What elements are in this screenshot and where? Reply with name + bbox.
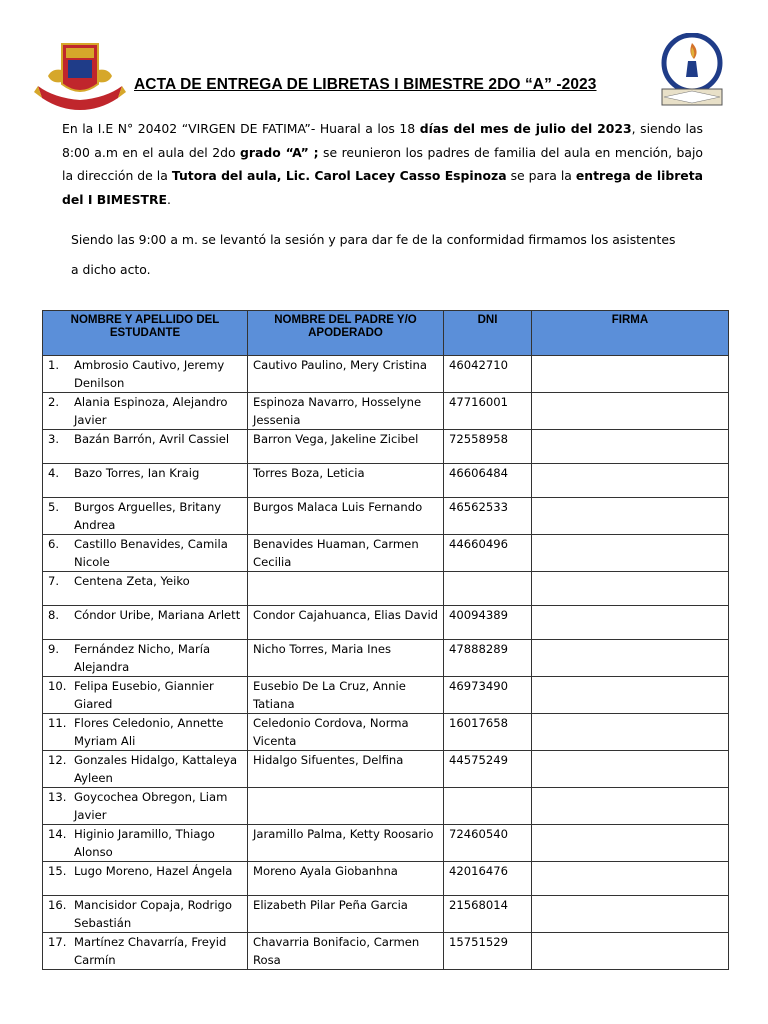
- parent-name: Espinoza Navarro, Hosselyne Jessenia: [248, 393, 444, 430]
- row-number: 6.: [48, 537, 60, 551]
- student-cell: [43, 464, 248, 498]
- dni-cell: [444, 788, 532, 825]
- parent-name: Eusebio De La Cruz, Annie Tatiana: [248, 677, 444, 714]
- student-name: Ambrosio Cautivo, Jeremy Denilson: [74, 358, 225, 390]
- student-cell: [43, 825, 248, 862]
- row-number: 7.: [48, 574, 60, 588]
- table-row: [43, 464, 729, 498]
- student-name: Cóndor Uribe, Mariana Arlett: [74, 608, 241, 622]
- parent-name: Burgos Malaca Luis Fernando: [248, 498, 444, 535]
- dni-cell: 15751529: [444, 933, 532, 970]
- table-row: [43, 572, 729, 606]
- parent-name: [248, 788, 444, 825]
- student-cell: [43, 751, 248, 788]
- table-row: [43, 714, 729, 751]
- signature-cell[interactable]: [532, 714, 729, 751]
- signature-cell[interactable]: [532, 788, 729, 825]
- parent-name: Condor Cajahuanca, Elias David: [248, 606, 444, 640]
- row-number: 10.: [48, 679, 67, 693]
- signature-cell[interactable]: [532, 751, 729, 788]
- signature-cell[interactable]: [532, 498, 729, 535]
- student-cell: [43, 933, 248, 970]
- student-cell: [43, 677, 248, 714]
- row-number: 11.: [48, 716, 67, 730]
- row-number: 16.: [48, 898, 67, 912]
- signature-cell[interactable]: [532, 640, 729, 677]
- student-name: Martínez Chavarría, Freyid Carmín: [74, 935, 227, 967]
- signature-cell[interactable]: [532, 896, 729, 933]
- school-crest-logo: [34, 40, 126, 110]
- torch-icon: [686, 61, 698, 77]
- student-name: Goycochea Obregon, Liam Javier: [74, 790, 228, 822]
- student-name: Burgos Arguelles, Britany Andrea: [74, 500, 222, 532]
- header-signature: FIRMA: [532, 311, 729, 356]
- student-cell: [43, 606, 248, 640]
- dni-cell: 46562533: [444, 498, 532, 535]
- student-cell: [43, 862, 248, 896]
- table-row: [43, 788, 729, 825]
- student-name: Bazo Torres, Ian Kraig: [74, 466, 200, 480]
- parent-name: Elizabeth Pilar Peña Garcia: [248, 896, 444, 933]
- table-row: [43, 606, 729, 640]
- signature-cell[interactable]: [532, 464, 729, 498]
- student-name: Felipa Eusebio, Giannier Giared: [74, 679, 214, 711]
- closing-paragraph: [71, 225, 711, 284]
- signature-cell[interactable]: [532, 825, 729, 862]
- parent-name: Hidalgo Sifuentes, Delfina: [248, 751, 444, 788]
- table-row: [43, 825, 729, 862]
- table-row: [43, 896, 729, 933]
- dni-cell: 47716001: [444, 393, 532, 430]
- dni-cell: 16017658: [444, 714, 532, 751]
- table-row: [43, 751, 729, 788]
- signature-cell[interactable]: [532, 430, 729, 464]
- student-name: Alania Espinoza, Alejandro Javier: [74, 395, 228, 427]
- student-name: Higinio Jaramillo, Thiago Alonso: [74, 827, 215, 859]
- student-name: Gonzales Hidalgo, Kattaleya Ayleen: [74, 753, 238, 785]
- student-name: Lugo Moreno, Hazel Ángela: [74, 864, 233, 878]
- row-number: 15.: [48, 864, 67, 878]
- parent-name: Cautivo Paulino, Mery Cristina: [248, 356, 444, 393]
- student-cell: [43, 714, 248, 751]
- student-name: Castillo Benavides, Camila Nicole: [74, 537, 228, 569]
- row-number: 5.: [48, 500, 60, 514]
- signature-cell[interactable]: [532, 933, 729, 970]
- parent-name: [248, 572, 444, 606]
- student-cell: [43, 430, 248, 464]
- document-title: ACTA DE ENTREGA DE LIBRETAS I BIMESTRE 2DO “A” -2023: [134, 76, 597, 93]
- dni-cell: 47888289: [444, 640, 532, 677]
- student-cell: [43, 640, 248, 677]
- student-name: Bazán Barrón, Avril Cassiel: [74, 432, 230, 446]
- intro-paragraph: En la I.E N° 20402 “VIRGEN DE FATIMA”- Huaral a los 18 días del mes de julio del 2023, siendo las 8:00 a.m en el aula del 2do grado “A” ; se reunieron los padres de familia del aula en mención, bajo la dirección de la Tutora del aula, Lic. Carol Lacey Casso Espinoza se para la entrega de libreta del I BIMESTRE.: [62, 121, 704, 207]
- table-row: [43, 393, 729, 430]
- student-cell: [43, 535, 248, 572]
- dni-cell: 44575249: [444, 751, 532, 788]
- parent-name: Benavides Huaman, Carmen Cecilia: [248, 535, 444, 572]
- signature-cell[interactable]: [532, 862, 729, 896]
- student-cell: [43, 572, 248, 606]
- row-number: 14.: [48, 827, 67, 841]
- row-number: 9.: [48, 642, 60, 656]
- parent-name: Torres Boza, Leticia: [248, 464, 444, 498]
- signature-cell[interactable]: [532, 572, 729, 606]
- signature-cell[interactable]: [532, 356, 729, 393]
- dni-cell: 44660496: [444, 535, 532, 572]
- student-cell: [43, 393, 248, 430]
- student-cell: [43, 896, 248, 933]
- table-row: [43, 677, 729, 714]
- dni-cell: 21568014: [444, 896, 532, 933]
- table-row: [43, 862, 729, 896]
- student-name: Centena Zeta, Yeiko: [74, 574, 190, 588]
- table-row: [43, 535, 729, 572]
- dni-cell: [444, 572, 532, 606]
- dni-cell: 72460540: [444, 825, 532, 862]
- table-row: [43, 640, 729, 677]
- table-header-row: [43, 311, 729, 356]
- ugel-logo: [656, 33, 728, 113]
- parent-name: Moreno Ayala Giobanhna: [248, 862, 444, 896]
- signature-cell[interactable]: [532, 393, 729, 430]
- signature-cell[interactable]: [532, 677, 729, 714]
- student-cell: [43, 788, 248, 825]
- parent-name: Celedonio Cordova, Norma Vicenta: [248, 714, 444, 751]
- table-row: [43, 356, 729, 393]
- closing-line-1: Siendo las 9:00 a m. se levantó la sesión y para dar fe de la conformidad firmamos los asistentes: [71, 232, 676, 247]
- row-number: 8.: [48, 608, 60, 622]
- student-name: Fernández Nicho, María Alejandra: [74, 642, 211, 674]
- table-row: [43, 498, 729, 535]
- dni-cell: 46606484: [444, 464, 532, 498]
- parent-name: Barron Vega, Jakeline Zicibel: [248, 430, 444, 464]
- row-number: 17.: [48, 935, 67, 949]
- row-number: 13.: [48, 790, 67, 804]
- student-cell: [43, 498, 248, 535]
- row-number: 3.: [48, 432, 60, 446]
- dni-cell: 72558958: [444, 430, 532, 464]
- header-parent: NOMBRE DEL PADRE Y/O APODERADO: [248, 311, 444, 356]
- row-number: 2.: [48, 395, 60, 409]
- student-name: Flores Celedonio, Annette Myriam Ali: [74, 716, 224, 748]
- header-student: NOMBRE Y APELLIDO DEL ESTUDANTE: [43, 311, 248, 356]
- parent-name: Nicho Torres, Maria Ines: [248, 640, 444, 677]
- dni-cell: 42016476: [444, 862, 532, 896]
- signature-cell[interactable]: [532, 606, 729, 640]
- header-dni: DNI: [444, 311, 532, 356]
- parent-name: Jaramillo Palma, Ketty Roosario: [248, 825, 444, 862]
- closing-line-2: a dicho acto.: [71, 261, 151, 277]
- dni-cell: 46042710: [444, 356, 532, 393]
- row-number: 4.: [48, 466, 60, 480]
- student-name: Mancisidor Copaja, Rodrigo Sebastián: [74, 898, 232, 930]
- table-row: [43, 430, 729, 464]
- signature-cell[interactable]: [532, 535, 729, 572]
- dni-cell: 46973490: [444, 677, 532, 714]
- student-cell: [43, 356, 248, 393]
- dni-cell: 40094389: [444, 606, 532, 640]
- row-number: 12.: [48, 753, 67, 767]
- attendance-table: [42, 310, 729, 970]
- table-row: [43, 933, 729, 970]
- parent-name: Chavarria Bonifacio, Carmen Rosa: [248, 933, 444, 970]
- row-number: 1.: [48, 358, 60, 372]
